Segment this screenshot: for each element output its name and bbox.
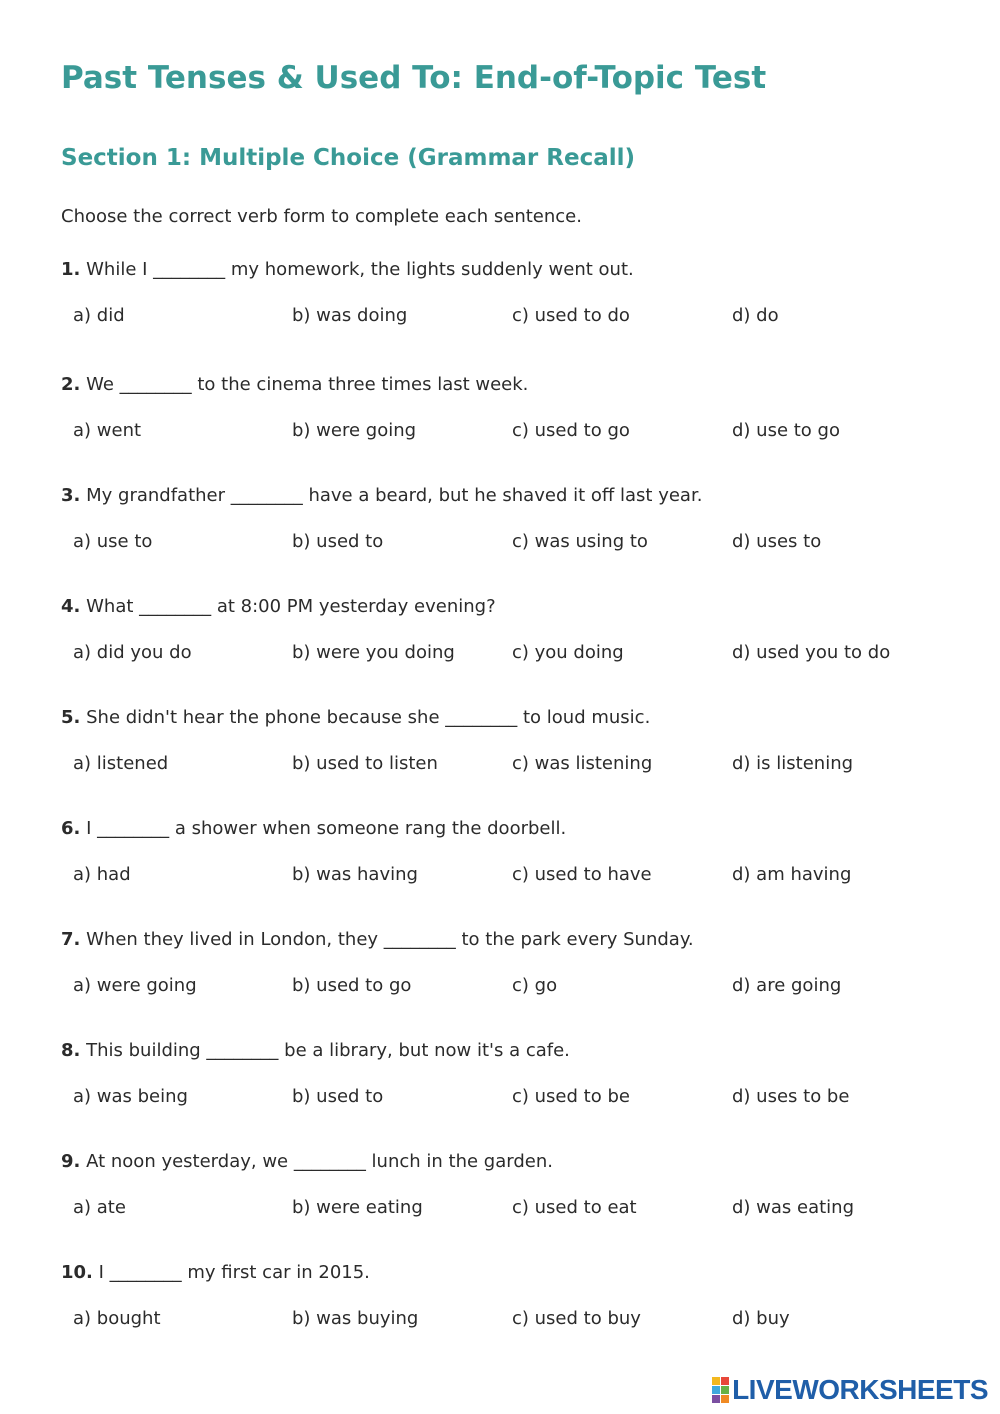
option-b[interactable]: b) were you doing [292, 642, 455, 663]
answer-options [61, 752, 961, 776]
answer-options [61, 304, 961, 328]
option-a[interactable]: a) ate [73, 1197, 126, 1218]
answer-options [61, 863, 961, 887]
option-b[interactable]: b) used to [292, 531, 384, 552]
question-7 [61, 928, 961, 998]
question-number: 9. [61, 1151, 81, 1172]
answer-options [61, 1085, 961, 1109]
logo-tile [721, 1386, 729, 1394]
option-b[interactable]: b) were eating [292, 1197, 423, 1218]
section-heading: Section 1: Multiple Choice (Grammar Recall) [61, 145, 636, 171]
option-c[interactable]: c) was listening [512, 753, 653, 774]
option-a[interactable]: a) were going [73, 975, 197, 996]
option-b[interactable]: b) used to go [292, 975, 412, 996]
option-c[interactable]: c) you doing [512, 642, 624, 663]
option-b[interactable]: b) was doing [292, 305, 408, 326]
question-4 [61, 595, 961, 665]
option-d[interactable]: d) uses to be [732, 1086, 850, 1107]
question-stem [61, 1150, 961, 1174]
option-d[interactable]: d) used you to do [732, 642, 891, 663]
option-b[interactable]: b) used to listen [292, 753, 438, 774]
option-a[interactable]: a) was being [73, 1086, 188, 1107]
option-c[interactable]: c) used to have [512, 864, 652, 885]
question-stem [61, 1261, 961, 1285]
option-a[interactable]: a) use to [73, 531, 153, 552]
option-d[interactable]: d) do [732, 305, 779, 326]
option-b[interactable]: b) were going [292, 420, 417, 441]
option-c[interactable]: c) go [512, 975, 558, 996]
logo-tile [721, 1377, 729, 1385]
page-title: Past Tenses & Used To: End-of-Topic Test [61, 60, 767, 96]
question-text: At noon yesterday, we ________ lunch in the garden. [86, 1151, 553, 1172]
question-stem [61, 595, 961, 619]
question-stem [61, 484, 961, 508]
answer-options [61, 1196, 961, 1220]
question-8 [61, 1039, 961, 1109]
question-number: 5. [61, 707, 81, 728]
liveworksheets-logo[interactable] [712, 1374, 988, 1406]
answer-options [61, 419, 961, 443]
question-2 [61, 373, 961, 443]
question-stem [61, 373, 961, 397]
question-number: 4. [61, 596, 81, 617]
question-number: 8. [61, 1040, 81, 1061]
question-stem [61, 706, 961, 730]
option-d[interactable]: d) was eating [732, 1197, 855, 1218]
option-d[interactable]: d) uses to [732, 531, 822, 552]
question-6 [61, 817, 961, 887]
question-number: 10. [61, 1262, 93, 1283]
logo-tile [712, 1395, 720, 1403]
option-d[interactable]: d) are going [732, 975, 842, 996]
liveworksheets-logo-icon [712, 1377, 729, 1403]
question-stem [61, 817, 961, 841]
question-number: 3. [61, 485, 81, 506]
question-3 [61, 484, 961, 554]
question-1 [61, 258, 961, 328]
option-a[interactable]: a) did you do [73, 642, 192, 663]
option-a[interactable]: a) bought [73, 1308, 161, 1329]
question-text: I ________ a shower when someone rang the doorbell. [86, 818, 567, 839]
question-stem [61, 258, 961, 282]
option-c[interactable]: c) used to be [512, 1086, 630, 1107]
option-a[interactable]: a) listened [73, 753, 169, 774]
logo-tile [712, 1377, 720, 1385]
answer-options [61, 974, 961, 998]
option-b[interactable]: b) was buying [292, 1308, 419, 1329]
question-text: We ________ to the cinema three times last week. [86, 374, 529, 395]
question-number: 7. [61, 929, 81, 950]
question-stem [61, 928, 961, 952]
logo-tile [721, 1395, 729, 1403]
option-c[interactable]: c) was using to [512, 531, 648, 552]
option-b[interactable]: b) was having [292, 864, 418, 885]
answer-options [61, 1307, 961, 1331]
answer-options [61, 530, 961, 554]
question-text: My grandfather ________ have a beard, but he shaved it off last year. [86, 485, 703, 506]
option-a[interactable]: a) had [73, 864, 131, 885]
brand-text: LIVEWORKSHEETS [732, 1374, 988, 1405]
question-text: I ________ my first car in 2015. [98, 1262, 370, 1283]
option-d[interactable]: d) buy [732, 1308, 790, 1329]
option-c[interactable]: c) used to buy [512, 1308, 641, 1329]
option-a[interactable]: a) went [73, 420, 142, 441]
question-text: When they lived in London, they ________ to the park every Sunday. [86, 929, 694, 950]
question-text: What ________ at 8:00 PM yesterday evening? [86, 596, 496, 617]
question-number: 2. [61, 374, 81, 395]
option-c[interactable]: c) used to eat [512, 1197, 637, 1218]
instructions: Choose the correct verb form to complete each sentence. [61, 206, 582, 227]
question-number: 6. [61, 818, 81, 839]
question-10 [61, 1261, 961, 1331]
answer-options [61, 641, 961, 665]
option-d[interactable]: d) is listening [732, 753, 854, 774]
question-text: She didn't hear the phone because she ________ to loud music. [86, 707, 651, 728]
option-c[interactable]: c) used to go [512, 420, 630, 441]
option-a[interactable]: a) did [73, 305, 125, 326]
logo-tile [712, 1386, 720, 1394]
option-d[interactable]: d) use to go [732, 420, 840, 441]
question-stem [61, 1039, 961, 1063]
option-b[interactable]: b) used to [292, 1086, 384, 1107]
question-9 [61, 1150, 961, 1220]
option-c[interactable]: c) used to do [512, 305, 630, 326]
question-text: While I ________ my homework, the lights suddenly went out. [86, 259, 634, 280]
question-number: 1. [61, 259, 81, 280]
question-5 [61, 706, 961, 776]
option-d[interactable]: d) am having [732, 864, 852, 885]
question-text: This building ________ be a library, but now it's a cafe. [86, 1040, 570, 1061]
